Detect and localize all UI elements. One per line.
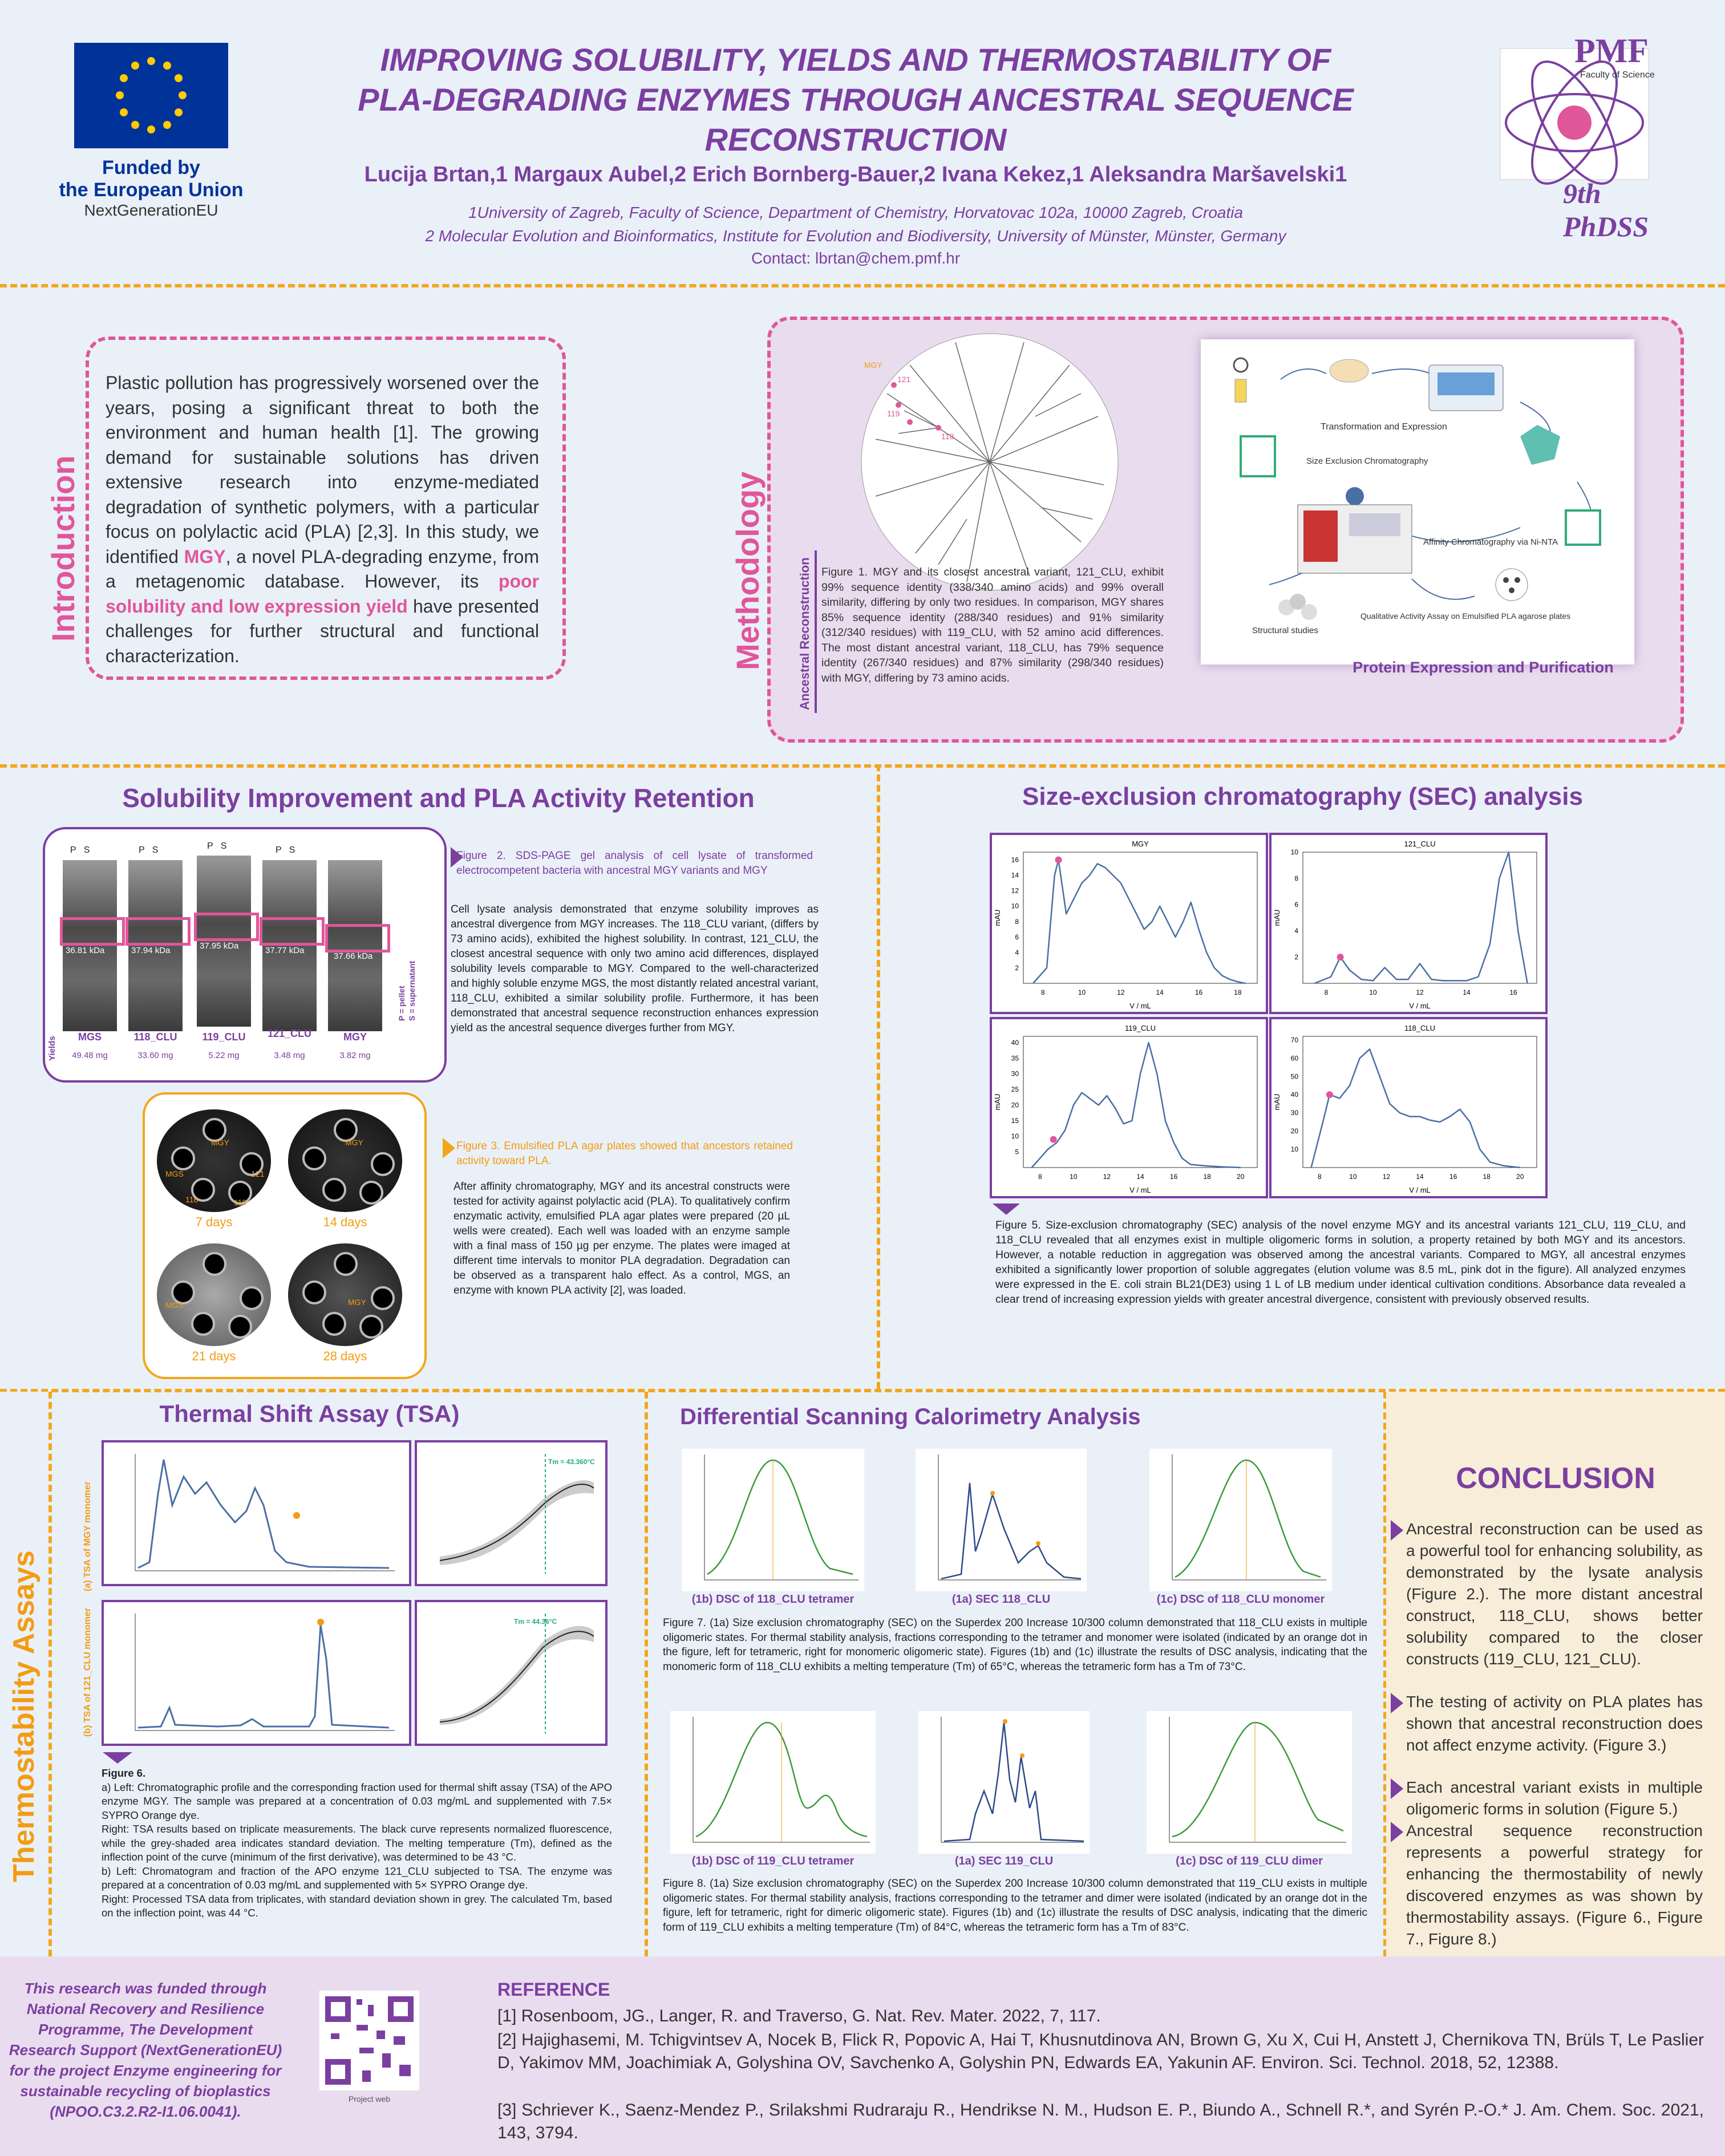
y-axis-label: mAU — [993, 909, 1002, 926]
y-tick-label: 70 — [1290, 1036, 1298, 1044]
dsc-118-monomer — [1149, 1449, 1332, 1591]
aggregate-marker — [1055, 857, 1062, 864]
conclusion-title: CONCLUSION — [1456, 1462, 1655, 1495]
fig2-text: Cell lysate analysis demonstrated that enzyme solubility improves as ancestral divergence from MGY increases. The 118_CLU variant, (differs by 73 amino acids), exhibited the highest solubility. In contrast, 121_CLU, the closest ancestral sequence with only two amino acid differences, displayed solubility levels comparable to MGY. Compared to the well-characterized and highly soluble enzyme MGS, the most distantly related ancestral variant, 118_CLU, exhibited a similar solubility profile. Furthermore, it has been demonstrated that ancestral sequence reconstruction enhances expression yield as the ancestral sequence diverges further from MGY. — [451, 903, 819, 1034]
svg-text:121: 121 — [897, 375, 911, 384]
chart-title: 118_CLU — [1404, 1024, 1435, 1032]
workflow-step-2: Size Exclusion Chromatography — [1306, 456, 1428, 466]
bead-icon — [1346, 487, 1364, 505]
y-tick-label: 20 — [1011, 1101, 1019, 1109]
divider — [0, 764, 1725, 768]
funding-text: This research was funded through National Recovery and Resilience Programme, The Development Research Support (NextGenerationEU) for the project Enzyme engineering for sustainable recycling of bioplastics (NPOO.C3.2.R2-I1.06.0041). — [9, 1980, 282, 2120]
x-tick-label: 20 — [1516, 1173, 1524, 1181]
poster-title: IMPROVING SOLUBILITY, YIELDS AND THERMOSTABILITY OF PLA-DEGRADING ENZYMES THROUGH ANCESTRAL SEQUENCE RECONSTRUCTION — [358, 42, 1354, 157]
x-tick-label: 16 — [1194, 988, 1203, 996]
sec-panel-mgy — [990, 833, 1268, 1014]
intro-text: Plastic pollution has progressively worsened over the years, posing a significant threat to both the environment and human health [1]. The growing demand for sustainable solutions has driven extensive research into enzyme-mediated degradation of synthetic polymers, with a particular focus on polylactic acid (PLA) [2,3]. In this study, we identified MGY, a novel PLA-degrading enzyme, from a metagenomic database. However, its poor solubility and low expression yield have presented challenges for further structural and functional characterization. — [106, 372, 540, 666]
x-tick-label: 16 — [1509, 988, 1517, 996]
reference-2: [2] Hajighasemi, M. Tchigvintsev A, Nocek B, Flick R, Popovic A, Hai T, Khusnutdinova AN, Brown G, Xu X, Cui H, Anstett J, Chernikova TN, Brüls T, Le Paslier D, Yakimov MM, Joachimiak A, Golyshina OV, Savchenko A, Golyshin PN, Edwards EA, Yakunin AF. Environ. Sci. Technol. 2018, 52, 12388. — [497, 2031, 1704, 2072]
x-axis-label: V / mL — [1409, 1186, 1431, 1194]
x-tick-label: 20 — [1237, 1173, 1245, 1181]
plate-caption-28: 28 days — [323, 1349, 367, 1363]
fig7-caption: Figure 7. (1a) Size exclusion chromatography (SEC) on the Superdex 200 Increase 10/300 column demonstrated that 118_CLU exists in multiple oligomeric states. For thermal stability analysis, fractions corresponding to the tetramer and monomer were isolated (indicated by an orange dot in the figure, left for tetrameric, right for monomeric oligomeric state). Figures (1b) and (1c) illustrate the results of DSC analysis, indicating that the monomeric form of 118_CLU exhibits a melting temperature (Tm) of 65°C, whereas the tetrameric form has a Tm of 73°C. — [663, 1617, 1367, 1673]
x-tick-label: 18 — [1483, 1173, 1491, 1181]
plate-caption-7: 7 days — [195, 1215, 233, 1229]
fig6-caption: Figure 6. a) Left: Chromatographic profile and the corresponding fraction used for thermal shift assay (TSA) of the APO enzyme MGY. The sample was prepared at a concentration of 0.03 mg/mL and supplemented with 7.5× SYPRO Orange dye. Right: TSA results based on triplicate measurements. The black curve represents normalized fluorescence, while the grey-shaded area indicates standard deviation. The melting temperature (Tm), defined as the inflection point of the curve (minimum of the first derivative), was determined to be 43 °C. b) Left: Chromatogram and fraction of the APO enzyme 121_CLU subjected to TSA. The enzyme was prepared at a concentration of 0.03 mg/mL and supplemented with 5× SYPRO Orange dye. Right: Processed TSA data from triplicates, with standard deviation shown in grey. The calculated Tm, based on the inflection point, was 44 °C. — [102, 1767, 612, 1919]
y-tick-label: 6 — [1294, 901, 1298, 909]
plate-caption-14: 14 days — [323, 1215, 367, 1229]
y-tick-label: 2 — [1294, 953, 1298, 961]
chart-title: MGY — [1132, 840, 1149, 848]
x-tick-label: 12 — [1117, 988, 1125, 996]
x-axis-label: V / mL — [1409, 1002, 1431, 1010]
workflow-step-5: Qualitative Activity Assay on Emulsified PLA agarose plates — [1360, 611, 1571, 621]
x-tick-label: 8 — [1038, 1173, 1042, 1181]
x-tick-label: 8 — [1317, 1173, 1322, 1181]
x-tick-label: 18 — [1203, 1173, 1211, 1181]
y-tick-label: 10 — [1011, 1132, 1019, 1141]
x-tick-label: 14 — [1136, 1173, 1144, 1181]
tsa-sec-121 — [102, 1600, 411, 1746]
y-tick-label: 5 — [1015, 1148, 1019, 1156]
y-tick-label: 10 — [1290, 848, 1298, 856]
x-tick-label: 8 — [1040, 988, 1045, 996]
series-line — [1311, 1049, 1520, 1168]
sds-page-gels: P S P S P S P S 36.81 kDa 37.94 kDa 37.95 kDa 37.77 kDa 37.66 kDa MGS 118_CLU 119_CLU 121_CLU MGY 49.48 mg 33.60 mg 5.22 mg 3.48 mg 3.82 mg Yields P = pellet S = supernatant — [47, 841, 416, 1061]
series-line — [1032, 1043, 1241, 1168]
workflow-step-3: Affinity Chromatography via Ni-NTA — [1423, 537, 1558, 547]
x-tick-label: 10 — [1070, 1173, 1078, 1181]
x-tick-label: 10 — [1349, 1173, 1357, 1181]
y-axis-label: mAU — [1273, 1093, 1281, 1111]
y-axis-label: mAU — [993, 1093, 1002, 1111]
dsc-119-dimer — [1147, 1711, 1352, 1854]
sec-panel-119 — [990, 1017, 1268, 1198]
y-tick-label: 14 — [1011, 871, 1019, 880]
plot-frame — [1303, 1036, 1537, 1168]
sec-panel-121 — [1269, 833, 1548, 1014]
y-tick-label: 2 — [1015, 963, 1019, 972]
sec-panel-118 — [1269, 1017, 1548, 1198]
tm-label-a: Tm = 43.360°C — [548, 1458, 595, 1466]
fig2-caption: Figure 2. SDS-PAGE gel analysis of cell lysate of transformed electrocompetent bacteria with ancestral MGY variants and MGY — [456, 850, 813, 877]
reference-3: [3] Schriever K., Saenz-Mendez P., Srilakshmi Rudraraju R., Hendrikse N. M., Hudson E. P., Biundo A., Schnell R.*, and Syrén P.-O.* J. Am. Chem. Soc. 2021, 143, 3794. — [497, 2101, 1704, 2142]
svg-text:118: 118 — [941, 432, 954, 441]
fig1-caption: Figure 1. MGY and its closest ancestral variant, 121_CLU, exhibit 99% sequence identity (338/340 amino acids) and 99% overall similarity, differing by only two residues. In comparison, MGY shares 85% sequence identity (288/340 residues) and 91% similarity (312/340 residues) with 119_CLU, with 52 amino acid differences. The most distant ancestral variant, 118_CLU, has 79% sequence identity (267/340 residues) and 87% similarity (298/340 residues) with MGY, differing by 73 amino acids. — [821, 566, 1164, 684]
series-line — [1315, 852, 1528, 983]
reference-title: REFERENCE — [497, 1979, 610, 2000]
qr-code — [319, 1991, 419, 2090]
conclusion-bullet-1: Ancestral reconstruction can be used as a powerful tool for enhancing solubility, as demonstrated by the lysate analysis (Figure 2.). The more distant ancestral construct, 118_CLU, shows better solubility compared to the closer constructs (119_CLU, 121_CLU). — [1406, 1520, 1703, 1668]
y-tick-label: 16 — [1011, 856, 1019, 864]
authors: Lucija Brtan,1 Margaux Aubel,2 Erich Bornberg-Bauer,2 Ivana Kekez,1 Aleksandra Maršavelski1 — [364, 163, 1347, 187]
fig8-caption: Figure 8. (1a) Size exclusion chromatography (SEC) on the Superdex 200 Increase 10/300 column demonstrated that 119_CLU exists in multiple oligomeric states. For thermal stability analysis, fractions corresponding to the tetramer and dimer were isolated (indicated by an orange dot in the figure, left for tetrameric, right for dimeric oligomeric state). Figures (1b) and (1c) illustrate the results of DSC analysis, indicating that the dimeric form of 119_CLU exhibits a melting temperature (Tm) of 84°C, whereas the tetrameric form has a Tm of 83°C. — [663, 1878, 1367, 1934]
plot-frame — [1023, 852, 1257, 983]
tsa-curve-121 — [415, 1600, 608, 1746]
y-tick-label: 30 — [1011, 1069, 1019, 1078]
dsc-title: Differential Scanning Calorimetry Analysis — [680, 1404, 1141, 1429]
y-tick-label: 50 — [1290, 1072, 1298, 1081]
sec-118 — [916, 1449, 1087, 1591]
aggregate-marker — [1050, 1136, 1057, 1143]
y-tick-label: 15 — [1011, 1116, 1019, 1125]
workflow-diagram — [1201, 339, 1634, 664]
fig5-caption: Figure 5. Size-exclusion chromatography (SEC) analysis of the novel enzyme MGY and its ancestral variants 121_CLU, 119_CLU, and 118_CLU revealed that all enzymes exist in multiple oligomeric forms in solution, a property retained by both MGY and its ancestors. However, a notable reduction in aggregation was observed among the ancestral variants. Compared to MGY, all ancestral enzymes exhibited a significantly lower proportion of soluble aggregates (elution volume was 8.5 mL, pink dot in the figure). All analyzed enzymes were expressed in the E. coli strain BL21(DE3) using 1 L of LB medium under identical cultivation conditions. Absorbance data revealed a clear trend of increasing expression yields with greater ancestral divergence, consistent with previously observed results. — [995, 1219, 1686, 1306]
workflow-step-4: Structural studies — [1252, 626, 1318, 635]
y-tick-label: 4 — [1294, 927, 1298, 935]
agar-plate-icon — [1496, 569, 1528, 601]
y-tick-label: 4 — [1015, 948, 1019, 957]
aggregate-marker — [1337, 954, 1344, 961]
chart-title: 119_CLU — [1125, 1024, 1156, 1032]
tree-label-mgy: MGY — [864, 360, 882, 370]
y-tick-label: 8 — [1294, 874, 1298, 882]
x-axis-label: V / mL — [1129, 1186, 1151, 1194]
x-tick-label: 10 — [1369, 988, 1377, 996]
sec-title: Size-exclusion chromatography (SEC) analysis — [1022, 783, 1583, 810]
x-tick-label: 14 — [1416, 1173, 1424, 1181]
affiliation-2: 2 Molecular Evolution and Bioinformatics, Institute for Evolution and Biodiversity, University of Münster, Münster, Germany — [425, 227, 1286, 245]
y-axis-label: mAU — [1273, 909, 1281, 926]
dsc-118-tetramer — [682, 1449, 864, 1591]
plot-frame — [1023, 1036, 1257, 1168]
ancestral-label: Ancestral Reconstruction — [797, 557, 812, 710]
x-tick-label: 12 — [1416, 988, 1424, 996]
x-tick-label: 12 — [1103, 1173, 1111, 1181]
x-tick-label: 16 — [1169, 1173, 1178, 1181]
tube-icon — [1234, 358, 1248, 372]
divider — [877, 764, 880, 1389]
plate-caption-21: 21 days — [192, 1349, 236, 1363]
protein-structure-icon — [1520, 425, 1560, 465]
y-tick-label: 6 — [1015, 933, 1019, 941]
petri-dish-icon — [1330, 359, 1368, 382]
fig3-caption: Figure 3. Emulsified PLA agar plates showed that ancestors retained activity toward PLA. — [456, 1140, 793, 1167]
eu-funded-text: Funded by the European Union NextGenerationEU — [59, 157, 244, 219]
x-axis-label: V / mL — [1129, 1002, 1151, 1010]
y-tick-label: 20 — [1290, 1127, 1298, 1136]
workflow-step-1: Transformation and Expression — [1321, 422, 1447, 432]
y-tick-label: 60 — [1290, 1054, 1298, 1063]
x-tick-label: 10 — [1078, 988, 1086, 996]
conclusion-bullet-3: Each ancestral variant exists in multiple oligomeric forms in solution (Figure 5.) — [1406, 1778, 1703, 1818]
tsa-curve-mgy — [415, 1440, 608, 1586]
y-tick-label: 12 — [1011, 886, 1019, 895]
conclusion-bullet-2: The testing of activity on PLA plates has shown that ancestral reconstruction does not affect enzyme activity. (Figure 3.) — [1406, 1693, 1703, 1754]
conclusion-bullet-4: Ancestral sequence reconstruction represents a powerful strategy for enhancing the thermostability of newly discovered enzymes as was shown by thermostability assays. (Figure 6., Figure 7., Figure 8.) — [1406, 1822, 1703, 1948]
y-tick-label: 25 — [1011, 1085, 1019, 1094]
aggregate-marker — [1326, 1091, 1333, 1098]
reference-1: [1] Rosenboom, JG., Langer, R. and Traverso, G. Nat. Rev. Mater. 2022, 7, 117. — [497, 2007, 1101, 2025]
chart-title: 121_CLU — [1404, 840, 1436, 848]
y-tick-label: 8 — [1015, 917, 1019, 926]
x-tick-label: 18 — [1234, 988, 1242, 996]
x-tick-label: 14 — [1463, 988, 1471, 996]
y-tick-label: 35 — [1011, 1054, 1019, 1063]
x-tick-label: 8 — [1324, 988, 1329, 996]
qr-code-icon — [319, 1991, 419, 2090]
svg-text:119: 119 — [887, 409, 900, 418]
divider — [0, 284, 1725, 287]
fig3-text: After affinity chromatography, MGY and its ancestral constructs were tested for activity against polylactic acid (PLA). To qualitatively confirm enzymatic activity, emulsified PLA agar plates were prepared (20 µL wells were created). Each well was loaded with an enzyme sample with a final mass of 150 µg per enzyme. The plates were imaged at different time intervals to monitor PLA degradation. Degradation can be observed as a transparent halo effect. As a control, MGS, an enzyme with known PLA activity [2], was loaded. — [453, 1181, 790, 1296]
workflow-title: Protein Expression and Purification — [1353, 659, 1614, 676]
solubility-title: Solubility Improvement and PLA Activity Retention — [122, 783, 755, 813]
pmf-logo: PMF Faculty of Science 9th PhDSS — [1489, 31, 1660, 208]
tsa-sec-mgy — [102, 1440, 411, 1586]
x-tick-label: 16 — [1449, 1173, 1457, 1181]
phylogenetic-tree — [853, 325, 1127, 599]
y-tick-label: 10 — [1011, 902, 1019, 910]
methodology-label: Methodology — [730, 471, 766, 670]
dsc-119-tetramer — [670, 1711, 876, 1854]
y-tick-label: 30 — [1290, 1109, 1298, 1117]
y-tick-label: 40 — [1290, 1091, 1298, 1099]
series-line — [1033, 860, 1245, 984]
intro-label: Introduction — [45, 455, 81, 642]
y-tick-label: 40 — [1011, 1038, 1019, 1047]
x-tick-label: 12 — [1382, 1173, 1391, 1181]
sec-119 — [918, 1711, 1090, 1854]
affiliation-1: 1University of Zagreb, Faculty of Science, Department of Chemistry, Horvatovac 102a, 10000 Zagreb, Croatia — [468, 204, 1244, 221]
eu-logo — [74, 43, 228, 148]
contact: Contact: lbrtan@chem.pmf.hr — [751, 249, 961, 267]
column-rack-icon — [1241, 436, 1275, 476]
x-tick-label: 14 — [1156, 988, 1164, 996]
y-tick-label: 10 — [1290, 1145, 1298, 1154]
tm-label-b: Tm = 44.36°C — [514, 1618, 557, 1626]
eu-stars-icon — [74, 43, 228, 148]
tsa-title: Thermal Shift Assay (TSA) — [159, 1400, 460, 1427]
thermostability-label: Thermostability Assays — [7, 1550, 41, 1882]
nickel-column-icon — [1566, 510, 1600, 545]
